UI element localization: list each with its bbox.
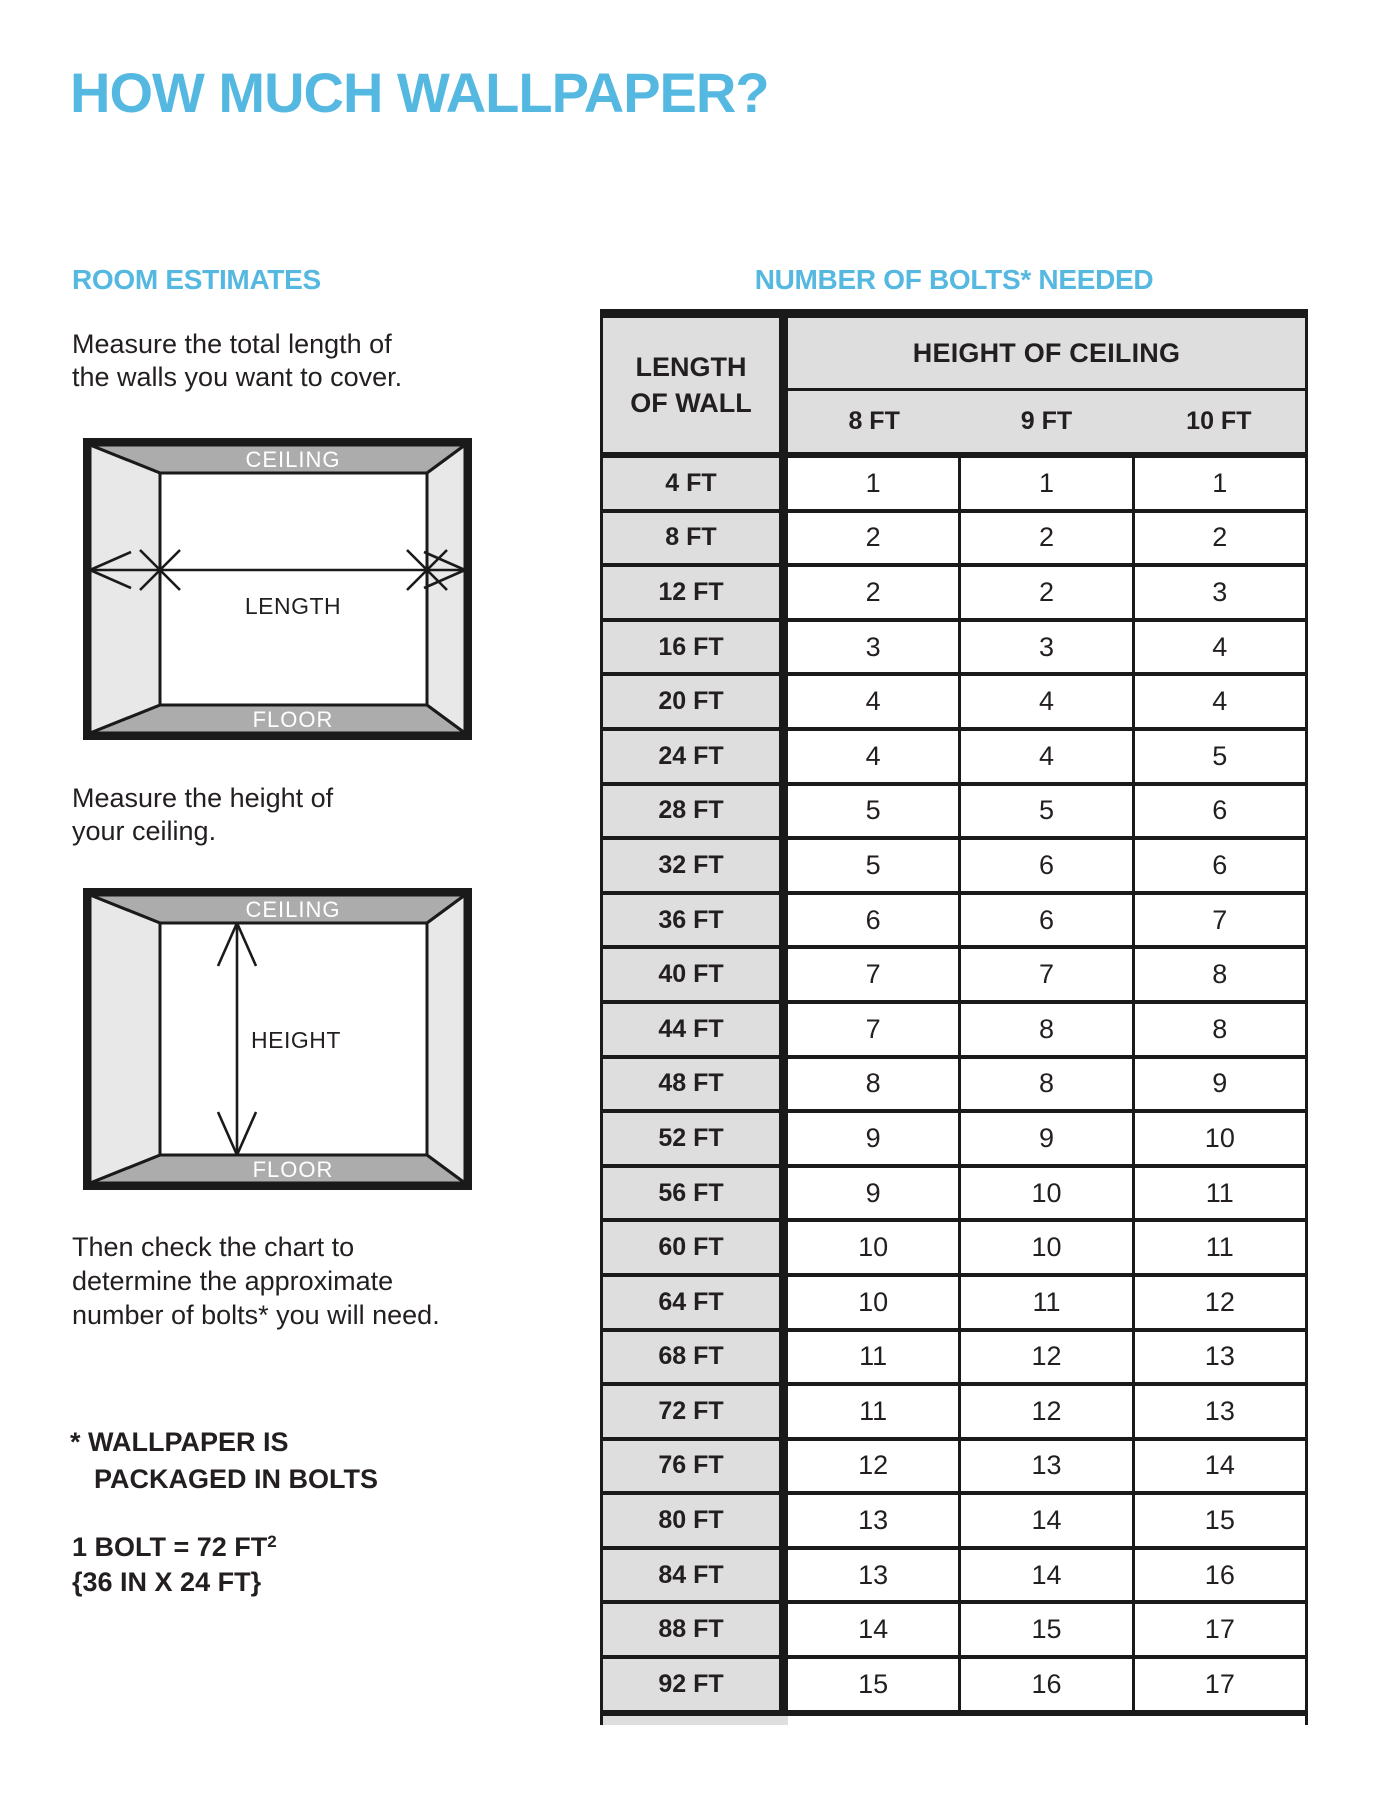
bolt-count-cell: 2 bbox=[1132, 513, 1305, 564]
bolt-count-cell: 2 bbox=[958, 513, 1131, 564]
table-row bbox=[603, 509, 1305, 564]
bolt-count-cell: 6 bbox=[788, 895, 958, 946]
table-row bbox=[603, 1055, 1305, 1110]
bolt-count-cell: 7 bbox=[788, 949, 958, 1000]
bolt-count-cell: 13 bbox=[958, 1441, 1131, 1492]
bolt-equation-text: 1 BOLT = 72 FT bbox=[72, 1532, 268, 1562]
bolt-count-cell: 10 bbox=[1132, 1113, 1305, 1164]
wall-length-label: 4 FT bbox=[603, 458, 788, 509]
bolt-count-cell: 4 bbox=[1132, 676, 1305, 727]
table-row bbox=[603, 1109, 1305, 1164]
bolt-count-cell: 14 bbox=[958, 1495, 1131, 1546]
height-of-ceiling-header: HEIGHT OF CEILING bbox=[788, 318, 1305, 391]
bolt-count-cell: 6 bbox=[1132, 786, 1305, 837]
bolt-count-cell: 1 bbox=[788, 458, 958, 509]
bolt-count-cell: 7 bbox=[958, 949, 1131, 1000]
right-wall-surface bbox=[427, 895, 465, 1183]
bolt-count-cell: 3 bbox=[788, 622, 958, 673]
ceiling-height-subheader-row bbox=[788, 391, 1305, 452]
measure-length-instruction bbox=[72, 328, 402, 394]
wall-length-label: 76 FT bbox=[603, 1441, 788, 1492]
table-row bbox=[603, 1600, 1305, 1655]
page-title: HOW MUCH WALLPAPER? bbox=[70, 61, 769, 124]
ceiling-label: CEILING bbox=[245, 447, 341, 472]
instruction-line: Then check the chart to bbox=[72, 1232, 355, 1262]
bolt-count-cell: 12 bbox=[788, 1441, 958, 1492]
ceiling-label: CEILING bbox=[245, 897, 341, 922]
ceiling-header-group bbox=[788, 318, 1305, 452]
wall-length-label: 16 FT bbox=[603, 622, 788, 673]
bolt-count-cell: 6 bbox=[1132, 840, 1305, 891]
bolt-count-cell: 6 bbox=[958, 840, 1131, 891]
bolt-count-cell: 15 bbox=[958, 1604, 1131, 1655]
bolt-count-cell: 4 bbox=[788, 731, 958, 782]
bolt-count-cell: 7 bbox=[788, 1004, 958, 1055]
wall-length-label: 72 FT bbox=[603, 1386, 788, 1437]
room-height-diagram bbox=[83, 888, 472, 1190]
height-label: HEIGHT bbox=[251, 1027, 341, 1053]
bolt-count-cell: 15 bbox=[1132, 1495, 1305, 1546]
bolt-count-cell: 8 bbox=[958, 1059, 1131, 1110]
bolt-count-cell: 17 bbox=[1132, 1604, 1305, 1655]
instruction-line: the walls you want to cover. bbox=[72, 362, 403, 392]
wall-length-label: 40 FT bbox=[603, 949, 788, 1000]
wall-length-label: 60 FT bbox=[603, 1222, 788, 1273]
wall-length-label: 12 FT bbox=[603, 567, 788, 618]
back-wall-surface bbox=[160, 473, 427, 705]
table-row bbox=[603, 945, 1305, 1000]
bolt-count-cell: 14 bbox=[1132, 1441, 1305, 1492]
table-row bbox=[603, 1273, 1305, 1328]
col-header-9ft: 9 FT bbox=[1020, 407, 1073, 435]
length-of-wall-line: OF WALL bbox=[630, 388, 752, 418]
bolt-count-cell: 7 bbox=[1132, 895, 1305, 946]
bolt-count-cell: 8 bbox=[1132, 949, 1305, 1000]
bolt-count-cell: 16 bbox=[958, 1659, 1131, 1710]
table-row bbox=[603, 1546, 1305, 1601]
table-tail-strip bbox=[603, 1716, 788, 1725]
col-header-8ft: 8 FT bbox=[848, 407, 900, 435]
bolt-count-cell: 12 bbox=[1132, 1277, 1305, 1328]
table-row bbox=[603, 727, 1305, 782]
table-row bbox=[603, 1164, 1305, 1219]
table-row bbox=[603, 1382, 1305, 1437]
table-top-border bbox=[603, 309, 1305, 318]
bolt-count-cell: 5 bbox=[1132, 731, 1305, 782]
wall-length-label: 84 FT bbox=[603, 1550, 788, 1601]
footnote-line: PACKAGED IN BOLTS bbox=[94, 1464, 379, 1494]
wall-length-label: 44 FT bbox=[603, 1004, 788, 1055]
bolt-count-cell: 10 bbox=[958, 1168, 1131, 1219]
table-row bbox=[603, 1655, 1305, 1710]
table-row bbox=[603, 891, 1305, 946]
bolt-count-cell: 9 bbox=[788, 1168, 958, 1219]
bolts-table-body bbox=[603, 458, 1305, 1710]
table-header bbox=[603, 318, 1305, 452]
instruction-line: Measure the height of bbox=[72, 783, 334, 813]
instruction-line: determine the approximate bbox=[72, 1266, 394, 1296]
wall-length-label: 28 FT bbox=[603, 786, 788, 837]
bolt-count-cell: 2 bbox=[788, 513, 958, 564]
bolt-equation bbox=[72, 1524, 277, 1565]
bolt-count-cell: 10 bbox=[958, 1222, 1131, 1273]
room-length-diagram bbox=[83, 438, 472, 740]
table-row bbox=[603, 563, 1305, 618]
bolt-count-cell: 11 bbox=[788, 1386, 958, 1437]
bolt-count-cell: 12 bbox=[958, 1332, 1131, 1383]
wall-length-label: 52 FT bbox=[603, 1113, 788, 1164]
table-row bbox=[603, 618, 1305, 673]
room-estimates-heading: ROOM ESTIMATES bbox=[72, 264, 321, 295]
bolt-count-cell: 17 bbox=[1132, 1659, 1305, 1710]
wall-length-label: 56 FT bbox=[603, 1168, 788, 1219]
wall-length-label: 64 FT bbox=[603, 1277, 788, 1328]
wall-length-label: 92 FT bbox=[603, 1659, 788, 1710]
instruction-line: Measure the total length of bbox=[72, 329, 392, 359]
bolt-count-cell: 4 bbox=[1132, 622, 1305, 673]
bolt-count-cell: 8 bbox=[1132, 1004, 1305, 1055]
bolt-count-cell: 12 bbox=[958, 1386, 1131, 1437]
bolt-count-cell: 2 bbox=[788, 567, 958, 618]
bolt-count-cell: 10 bbox=[788, 1222, 958, 1273]
wall-length-label: 20 FT bbox=[603, 676, 788, 727]
bolt-count-cell: 11 bbox=[788, 1332, 958, 1383]
floor-label: FLOOR bbox=[252, 707, 334, 732]
instruction-line: your ceiling. bbox=[72, 816, 217, 846]
bolt-count-cell: 9 bbox=[788, 1113, 958, 1164]
bolt-count-cell: 11 bbox=[1132, 1168, 1305, 1219]
bolt-count-cell: 8 bbox=[788, 1059, 958, 1110]
wall-length-label: 48 FT bbox=[603, 1059, 788, 1110]
table-row bbox=[603, 672, 1305, 727]
bolt-count-cell: 4 bbox=[958, 731, 1131, 782]
table-row bbox=[603, 782, 1305, 837]
table-row bbox=[603, 1218, 1305, 1273]
length-label: LENGTH bbox=[244, 593, 342, 619]
table-row bbox=[603, 1328, 1305, 1383]
table-row bbox=[603, 1000, 1305, 1055]
wall-length-label: 88 FT bbox=[603, 1604, 788, 1655]
bolt-size-info bbox=[72, 1524, 277, 1600]
bolt-count-cell: 13 bbox=[788, 1550, 958, 1601]
length-of-wall-header bbox=[603, 318, 788, 452]
bolt-count-cell: 13 bbox=[788, 1495, 958, 1546]
wall-length-label: 8 FT bbox=[603, 513, 788, 564]
bolt-count-cell: 5 bbox=[788, 786, 958, 837]
bolt-count-cell: 2 bbox=[958, 567, 1131, 618]
bolt-count-cell: 11 bbox=[1132, 1222, 1305, 1273]
bolt-count-cell: 4 bbox=[788, 676, 958, 727]
wall-length-label: 68 FT bbox=[603, 1332, 788, 1383]
wall-length-label: 24 FT bbox=[603, 731, 788, 782]
length-of-wall-line: LENGTH bbox=[635, 352, 747, 382]
bolt-count-cell: 14 bbox=[958, 1550, 1131, 1601]
bolt-count-cell: 1 bbox=[958, 458, 1131, 509]
table-row bbox=[603, 458, 1305, 509]
bolt-count-cell: 4 bbox=[958, 676, 1131, 727]
bolt-count-cell: 3 bbox=[1132, 567, 1305, 618]
footnote-line: * WALLPAPER IS bbox=[70, 1427, 289, 1457]
bolt-count-cell: 13 bbox=[1132, 1386, 1305, 1437]
bolt-count-cell: 3 bbox=[958, 622, 1131, 673]
floor-label: FLOOR bbox=[252, 1157, 334, 1182]
bolt-count-cell: 8 bbox=[958, 1004, 1131, 1055]
measure-height-instruction bbox=[72, 782, 333, 848]
bolt-count-cell: 13 bbox=[1132, 1332, 1305, 1383]
bolt-count-cell: 9 bbox=[1132, 1059, 1305, 1110]
bolts-table bbox=[600, 309, 1308, 1725]
bolt-count-cell: 1 bbox=[1132, 458, 1305, 509]
wall-length-label: 36 FT bbox=[603, 895, 788, 946]
wall-length-label: 32 FT bbox=[603, 840, 788, 891]
instruction-line: number of bolts* you will need. bbox=[72, 1300, 440, 1330]
col-header-10ft: 10 FT bbox=[1186, 407, 1252, 435]
bolt-count-cell: 14 bbox=[788, 1604, 958, 1655]
squared-superscript: 2 bbox=[267, 1532, 277, 1551]
left-wall-surface bbox=[90, 895, 160, 1183]
bolt-count-cell: 9 bbox=[958, 1113, 1131, 1164]
table-row bbox=[603, 836, 1305, 891]
bolt-count-cell: 10 bbox=[788, 1277, 958, 1328]
bolt-count-cell: 16 bbox=[1132, 1550, 1305, 1601]
check-chart-instruction bbox=[72, 1230, 440, 1332]
wall-length-label: 80 FT bbox=[603, 1495, 788, 1546]
bolt-count-cell: 5 bbox=[958, 786, 1131, 837]
bolt-count-cell: 6 bbox=[958, 895, 1131, 946]
bolt-count-cell: 11 bbox=[958, 1277, 1131, 1328]
bolts-needed-heading: NUMBER OF BOLTS* NEEDED bbox=[754, 264, 1154, 295]
table-row bbox=[603, 1491, 1305, 1546]
table-row bbox=[603, 1437, 1305, 1492]
bolt-count-cell: 15 bbox=[788, 1659, 958, 1710]
bolt-count-cell: 5 bbox=[788, 840, 958, 891]
bolts-footnote bbox=[70, 1424, 378, 1498]
bolt-dimensions: {36 IN X 24 FT} bbox=[72, 1567, 262, 1597]
left-wall-surface bbox=[90, 445, 160, 733]
